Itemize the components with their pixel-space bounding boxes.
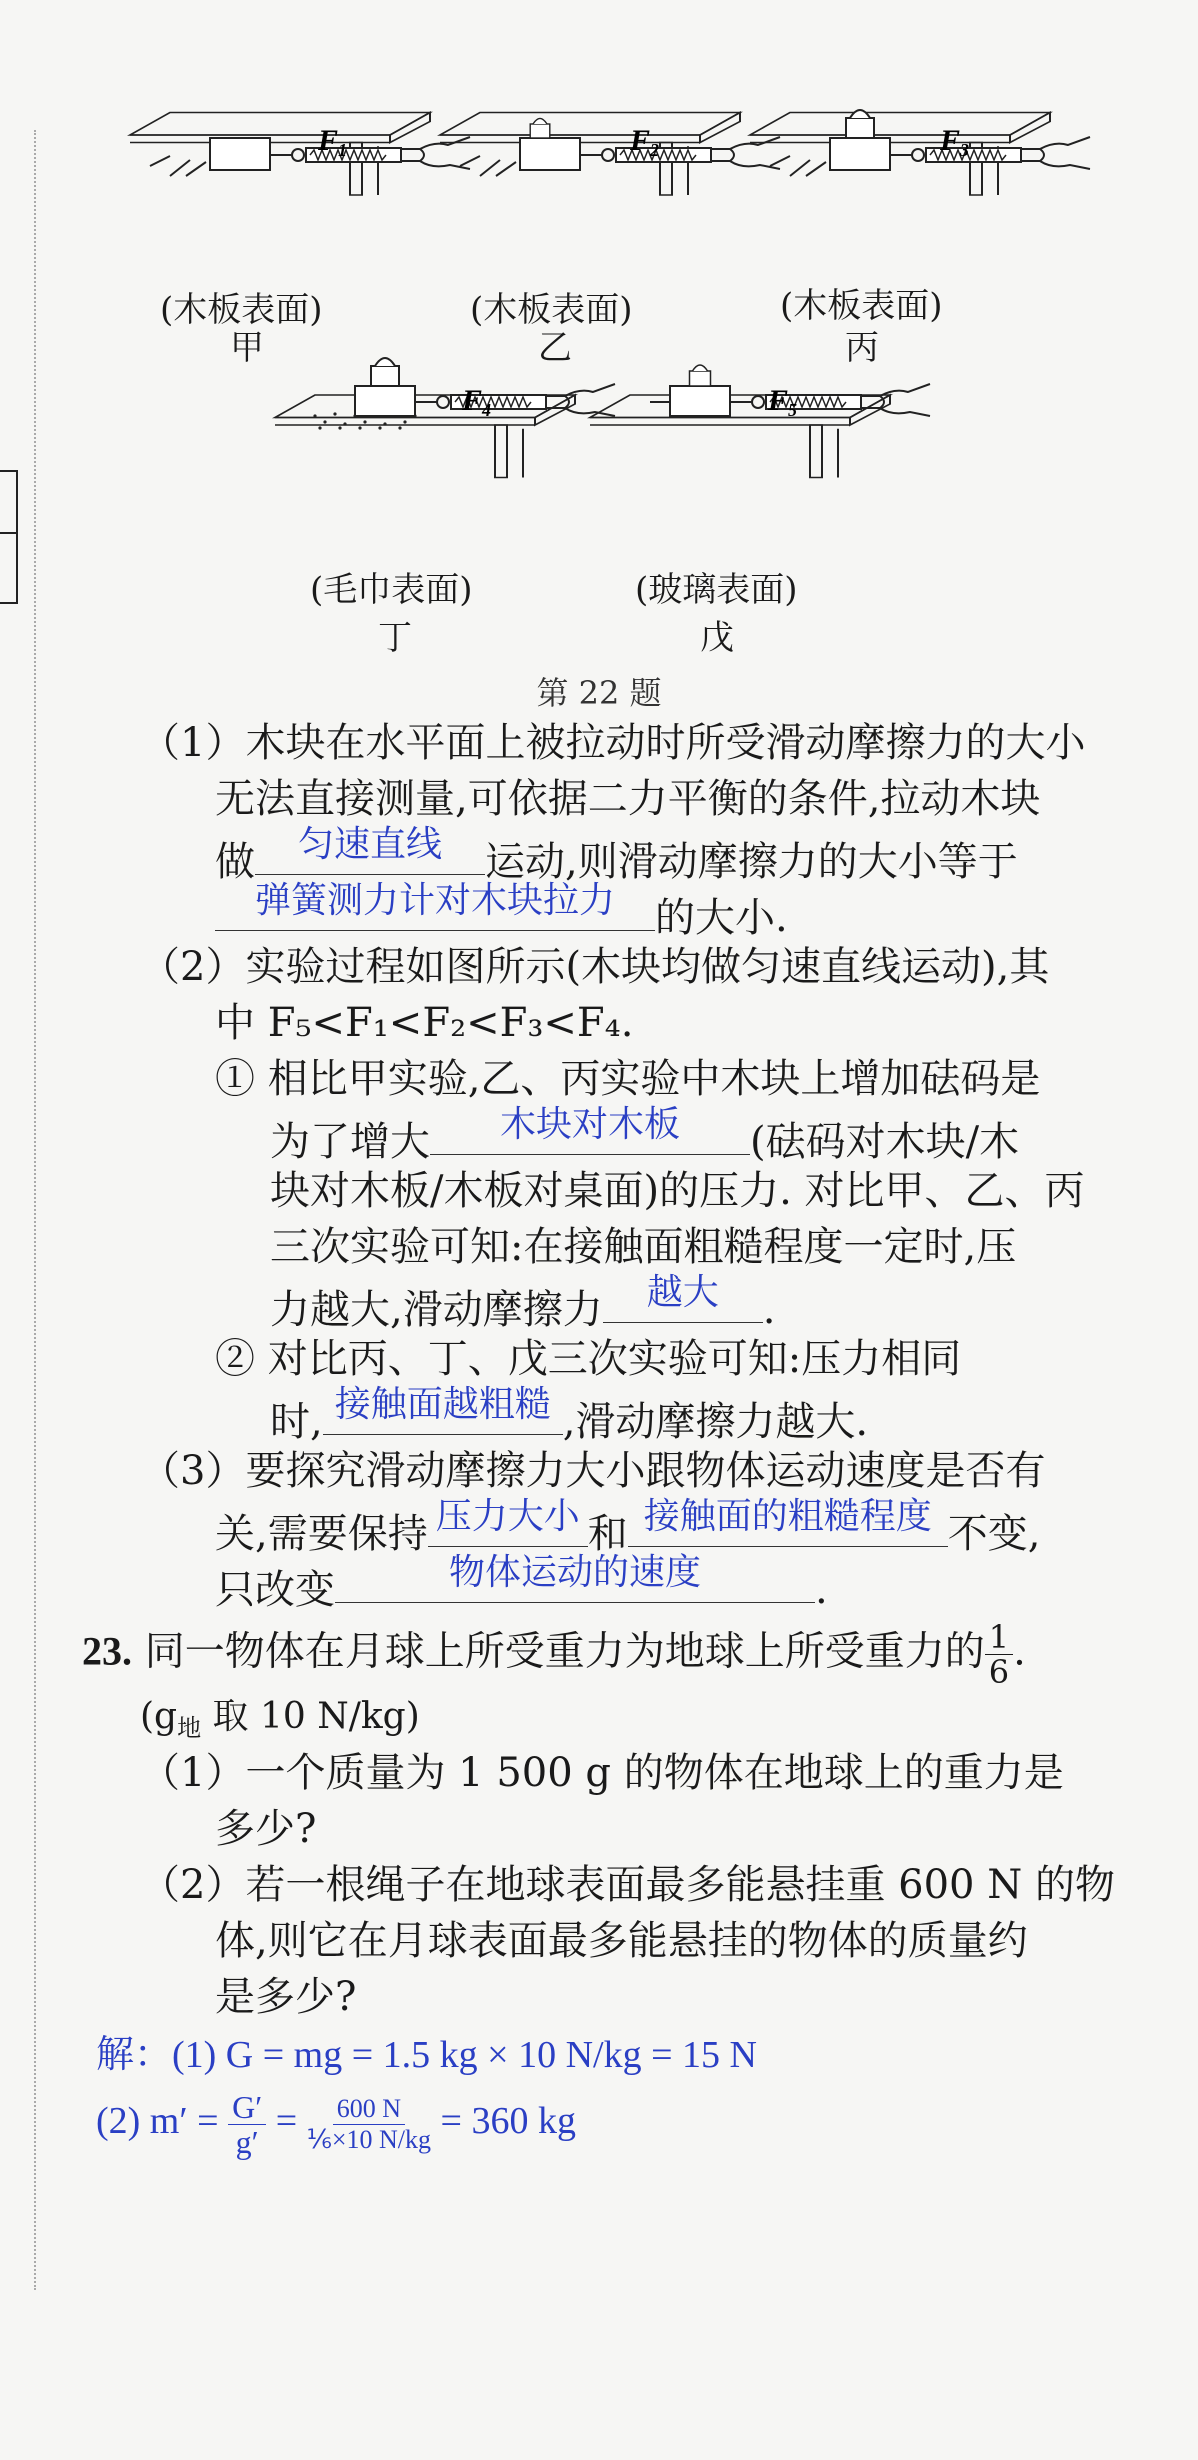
answer-text: 弹簧测力计对木块拉力: [254, 880, 615, 921]
text: 为了增大: [270, 1119, 430, 1165]
fraction: [985, 1620, 1013, 1689]
fraction-denominator: g′: [235, 2124, 259, 2160]
text: (2) m′ =: [96, 2100, 219, 2143]
answer-text: 越大: [646, 1272, 719, 1313]
text: 取 10 N/kg): [201, 1696, 420, 1737]
force-label-f5: $F_5$: [768, 384, 798, 420]
answer-text: 接触面的粗糙程度: [643, 1496, 932, 1537]
q22-p2-item1-line5: [270, 1272, 776, 1335]
fraction-numerator: 1: [985, 1620, 1013, 1655]
text: 关,需要保持: [215, 1511, 428, 1557]
force-label-f1: $F_1$: [318, 124, 348, 160]
fraction-denominator: 6: [988, 1653, 1010, 1691]
fraction-numerator: G′: [228, 2090, 266, 2125]
q23-p2-line1: （2）若一根绳子在地球表面最多能悬挂重 600 N 的物: [140, 1862, 1115, 1908]
fraction: [307, 2094, 431, 2155]
force-label-f2: $F_2$: [630, 124, 660, 160]
q22-p2-item1-line1: ① 相比甲实验,乙、丙实验中木块上增加砝码是: [215, 1056, 1041, 1102]
text: 和: [587, 1511, 628, 1557]
panel-caption-label: 甲: [230, 328, 264, 368]
panel-yi: [440, 113, 780, 196]
answer-text: 接触面越粗糙: [334, 1384, 551, 1425]
q22-p1-line4: [215, 880, 788, 943]
q22-p1-line2: 无法直接测量,可依据二力平衡的条件,拉动木块: [215, 776, 1041, 822]
panel-caption-surface: (木板表面): [160, 290, 323, 330]
panel-caption-surface: (木板表面): [780, 286, 943, 326]
answer-blank[interactable]: [255, 824, 485, 875]
q22-p3-line1: （3）要探究滑动摩擦力大小跟物体运动速度是否有: [140, 1448, 1046, 1494]
q22-p2-item1-line2: [270, 1104, 1020, 1167]
panel-caption-label: 戊: [700, 618, 734, 658]
q22-p2-item2-line1: ② 对比丙、丁、戊三次实验可知:压力相同: [215, 1336, 962, 1382]
panel-ding: [275, 358, 615, 478]
q22-p2-item1-line4: 三次实验可知:在接触面粗糙程度一定时,压: [270, 1224, 1017, 1270]
text: 做: [215, 839, 255, 885]
text: 时,: [270, 1399, 323, 1445]
text: 同一物体在月球上所受重力为地球上所受重力的: [144, 1628, 985, 1675]
answer-blank[interactable]: [628, 1496, 948, 1547]
panel-caption-label: 丁: [378, 618, 412, 658]
force-label-f4: $F_4$: [462, 384, 492, 420]
answer-text: 匀速直线: [297, 824, 442, 865]
answer-text: 压力大小: [435, 1496, 580, 1537]
panel-caption-surface: (玻璃表面): [635, 570, 798, 610]
q22-p3-line3: [215, 1552, 828, 1615]
text: 运动,则滑动摩擦力的大小等于: [485, 839, 1018, 885]
figure-title: 第 22 题: [536, 674, 662, 712]
text: ,滑动摩擦力越大.: [562, 1399, 869, 1445]
q22-p1-line1: （1）木块在水平面上被拉动时所受滑动摩擦力的大小: [140, 720, 1086, 766]
q22-p2-line1: （2）实验过程如图所示(木块均做匀速直线运动),其: [140, 944, 1050, 990]
q23-p2-line3: 是多少?: [215, 1974, 357, 2020]
text: = 360 kg: [440, 2100, 576, 2143]
q23-solution-part1: 解：(1) G = mg = 1.5 kg × 10 N/kg = 15 N: [96, 2034, 757, 2076]
q22-p2-item2-line2: [270, 1384, 869, 1447]
answer-text: 物体运动的速度: [448, 1552, 701, 1593]
text: =: [275, 2100, 298, 2143]
q23-p1-line2: 多少?: [215, 1806, 317, 1852]
fraction-numerator: 600 N: [333, 2094, 405, 2125]
panel-jia: [130, 113, 470, 196]
text: (砝码对木块/木: [750, 1119, 1020, 1165]
question-number: 23.: [82, 1628, 132, 1674]
panel-caption-label: 丙: [845, 328, 879, 368]
panel-caption-label: 乙: [538, 328, 572, 368]
q23-given: [140, 1692, 420, 1753]
text: 力越大,滑动摩擦力: [270, 1287, 603, 1333]
q22-p2-item1-line3: 块对木板/木板对桌面)的压力. 对比甲、乙、丙: [270, 1168, 1085, 1214]
text: (g: [140, 1696, 178, 1737]
answer-blank[interactable]: [430, 1104, 750, 1155]
subscript: 地: [177, 1714, 202, 1743]
text: .: [1013, 1628, 1026, 1675]
friction-experiment-figure: [0, 0, 1198, 700]
panel-bing: [750, 110, 1090, 195]
answer-blank[interactable]: [215, 880, 655, 931]
text: 不变,: [947, 1511, 1041, 1557]
q23-p1-line1: （1）一个质量为 1 500 g 的物体在地球上的重力是: [140, 1750, 1064, 1796]
fraction-denominator: ⅙×10 N/kg: [306, 2125, 432, 2154]
q23-stem: [82, 1620, 1026, 1689]
q23-p2-line2: 体,则它在月球表面最多能悬挂的物体的质量约: [215, 1918, 1028, 1964]
panel-caption-surface: (木板表面): [470, 290, 633, 330]
force-label-f3: $F_3$: [940, 124, 970, 160]
text: 的大小.: [655, 895, 788, 941]
answer-blank[interactable]: [323, 1384, 563, 1435]
fraction: [228, 2090, 266, 2159]
q22-p2-line2: 中 F₅<F₁<F₂<F₃<F₄.: [215, 1000, 634, 1046]
answer-blank[interactable]: [603, 1272, 763, 1323]
panel-caption-surface: (毛巾表面): [310, 570, 473, 610]
answer-blank[interactable]: [335, 1552, 815, 1603]
text: 只改变: [215, 1567, 335, 1613]
panel-wu: [590, 365, 930, 478]
text: .: [762, 1287, 776, 1333]
answer-blank[interactable]: [428, 1496, 588, 1547]
q23-solution-part2: [96, 2090, 576, 2159]
text: .: [815, 1567, 828, 1613]
answer-text: 木块对木板: [499, 1104, 680, 1145]
